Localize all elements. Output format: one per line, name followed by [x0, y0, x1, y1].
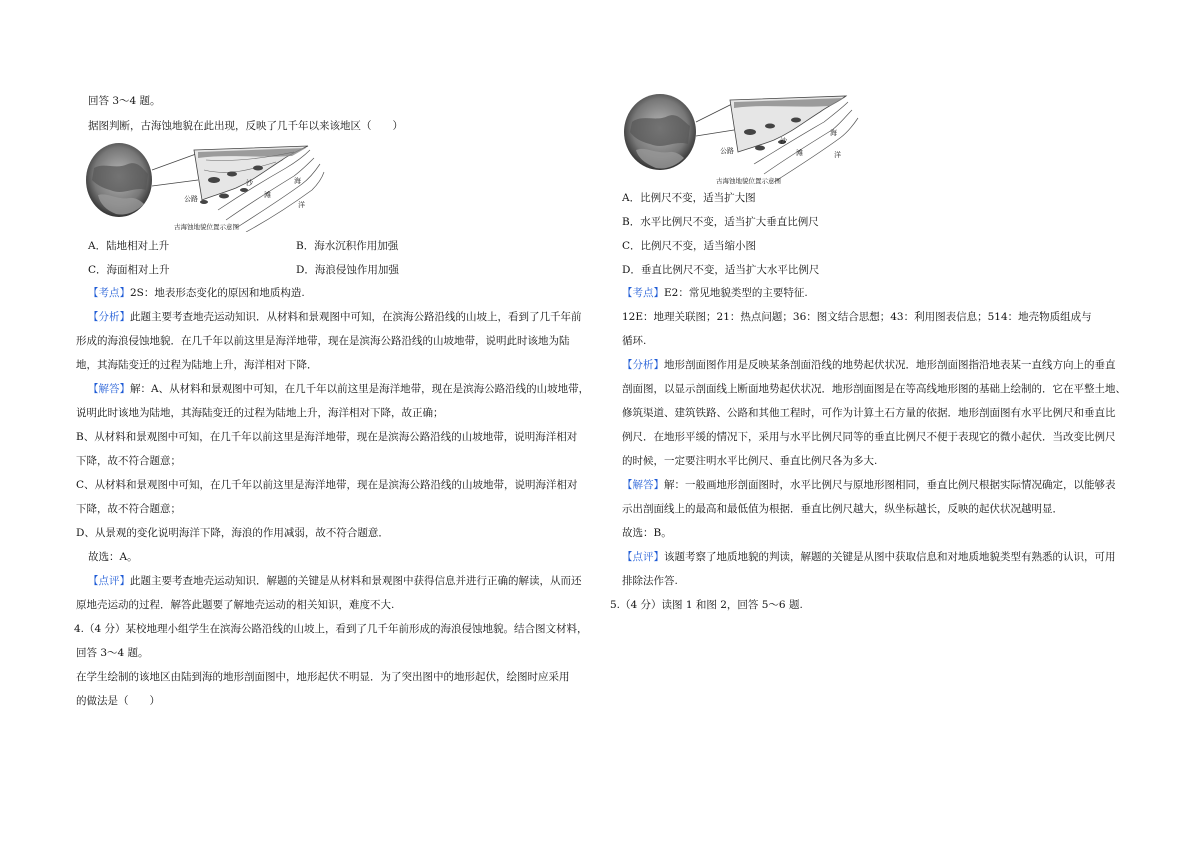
label-sand: 沙 [246, 179, 253, 187]
jieda-text-1-right: 解：一般画地形剖面图时，水平比例尺与原地形图相同，垂直比例尺根据实际情况确定，以能够表 [664, 479, 1116, 491]
figure-caption-2: 古海蚀地貌位置示意图 [716, 177, 781, 185]
dianping-text-1-right: 该题考察了地质地貌的判读，解题的关键是从图中获取信息和对地质地貌类型有熟悉的认识，可用 [664, 551, 1116, 563]
jieda-text-1: 解：A、从材料和景观图中可知，在几千年以前这里是海洋地带，现在是滨海公路沿线的山坡地带， [130, 383, 590, 395]
kaodian-text: 2S：地表形态变化的原因和地质构造. [130, 287, 305, 299]
option-a: A．陆地相对上升 [88, 240, 170, 252]
fenxi-text-1-right: 地形剖面图作用是反映某条剖面沿线的地势起伏状况．地形剖面图指沿地表某一直线方向上的垂直 [664, 359, 1116, 371]
label-sea: 海 [294, 177, 301, 185]
coastal-erosion-figure-2 [624, 92, 864, 188]
option-d: D．海浪侵蚀作用加强 [296, 264, 399, 276]
fenxi-line-3-right: 修筑渠道、建筑铁路、公路和其他工程时，可作为计算土石方量的依据．地形剖面图有水平比例尺和垂直比 [622, 407, 1116, 419]
dianping-line-1 [88, 574, 582, 588]
jieda-line-6: 下降，故不符合题意； [76, 503, 181, 515]
fenxi-line-4-right: 例尺．在地形平缓的情况下，采用与水平比例尺同等的垂直比例尺不便于表现它的微小起伏．当改变比例尺 [622, 431, 1116, 443]
jieda-line-3: B、从材料和景观图中可知，在几千年以前这里是海洋地带，现在是滨海公路沿线的山坡地带，说明海洋相对 [76, 431, 578, 443]
jieda-tag: 【解答】 [88, 383, 130, 395]
fenxi-line-2-right: 剖面图，以显示剖面线上断面地势起伏状况．地形剖面图是在等高线地形图的基础上绘制的．它在平整土地、 [622, 383, 1126, 395]
label-road-2: 公路 [720, 147, 734, 155]
question-3-stem: 据图判断，古海蚀地貌在此出现，反映了几千年以来该地区（ ） [88, 120, 403, 132]
jieda-answer: 故选：A。 [88, 551, 138, 563]
label-ocean: 洋 [298, 201, 305, 209]
jieda-line-2: 说明此时该地为陆地，其海陆变迁的过程为陆地上升，海洋相对下降，故正确； [76, 407, 444, 419]
coastal-erosion-figure [86, 140, 326, 232]
dianping-tag-right: 【点评】 [622, 551, 664, 563]
jieda-line-5: C、从材料和景观图中可知，在几千年以前这里是海洋地带，现在是滨海公路沿线的山坡地带，说明海洋相对 [76, 479, 578, 491]
label-ocean-2: 洋 [834, 151, 841, 159]
jieda-line-4: 下降，故不符合题意； [76, 455, 181, 467]
kaodian-text-right: E2：常见地貌类型的主要特征. [664, 287, 808, 299]
fenxi-line-5-right: 的时候，一定要注明水平比例尺、垂直比例尺各为多大. [622, 455, 878, 467]
option-c-right: C．比例尺不变，适当缩小图 [622, 240, 757, 252]
question-4-line-3: 在学生绘制的该地区由陆到海的地形剖面图中，地形起伏不明显．为了突出图中的地形起伏，绘图时应采用 [76, 671, 570, 683]
fenxi-line-1 [88, 310, 582, 324]
fenxi-line-3: 地，其海陆变迁的过程为陆地上升，海洋相对下降． [76, 359, 318, 371]
zhuanti-line-2: 循环. [622, 335, 647, 347]
jieda-answer-right: 故选：B。 [622, 527, 672, 539]
option-b-right: B．水平比例尺不变，适当扩大垂直比例尺 [622, 216, 819, 228]
label-road: 公路 [184, 195, 198, 203]
label-sand-2: 沙 [780, 137, 787, 145]
fenxi-tag: 【分析】 [88, 311, 130, 323]
option-d-right: D．垂直比例尺不变，适当扩大水平比例尺 [622, 264, 820, 276]
label-beach-2: 滩 [796, 149, 803, 157]
jieda-line-1 [88, 382, 589, 396]
kaodian-line-right [622, 286, 808, 300]
question-4-line-1: 4.（4 分）某校地理小组学生在滨海公路沿线的山坡上，看到了几千年前形成的海浪侵蚀地貌。结合图文材料， [74, 623, 588, 635]
intro-line: 回答 3～4 题。 [88, 95, 161, 107]
question-5-line: 5.（4 分）读图 1 和图 2，回答 5～6 题. [610, 599, 803, 611]
coastal-map-illustration-2 [624, 92, 864, 188]
question-4-line-2: 回答 3～4 题。 [76, 647, 149, 659]
option-b: B．海水沉积作用加强 [296, 240, 399, 252]
jieda-line-1-right [622, 478, 1116, 492]
figure-caption: 古海蚀地貌位置示意图 [174, 223, 239, 231]
kaodian-tag: 【考点】 [88, 287, 130, 299]
jieda-line-7: D、从景观的变化说明海洋下降，海浪的作用减弱，故不符合题意． [76, 527, 389, 539]
dianping-text-1: 此题主要考查地壳运动知识．解题的关键是从材料和景观图中获得信息并进行正确的解读，从而还 [130, 575, 582, 587]
kaodian-line [88, 286, 305, 300]
kaodian-tag-right: 【考点】 [622, 287, 664, 299]
dianping-tag: 【点评】 [88, 575, 130, 587]
jieda-tag-right: 【解答】 [622, 479, 664, 491]
dianping-line-1-right [622, 550, 1116, 564]
option-a-right: A．比例尺不变，适当扩大图 [622, 192, 756, 204]
zhuanti-line-1: 12E：地理关联图；21：热点问题；36：图文结合思想；43：利用图表信息；514：地壳物质组成与 [622, 311, 1092, 323]
dianping-line-2-right: 排除法作答. [622, 575, 678, 587]
dianping-line-2: 原地壳运动的过程．解答此题要了解地壳运动的相关知识，难度不大. [76, 599, 395, 611]
fenxi-text-1: 此题主要考查地壳运动知识．从材料和景观图中可知，在滨海公路沿线的山坡上，看到了几千年前 [130, 311, 582, 323]
label-beach: 滩 [264, 191, 271, 199]
jieda-line-2-right: 示出剖面线上的最高和最低值为根据．垂直比例尺越大，纵坐标越长，反映的起伏状况越明显． [622, 503, 1063, 515]
question-4-line-4: 的做法是（ ） [76, 695, 160, 707]
option-c: C．海面相对上升 [88, 264, 170, 276]
fenxi-line-2: 形成的海浪侵蚀地貌．在几千年以前这里是海洋地带，现在是滨海公路沿线的山坡地带，说明此时该地为陆 [76, 335, 570, 347]
label-sea-2: 海 [830, 129, 837, 137]
fenxi-line-1-right [622, 358, 1116, 372]
fenxi-tag-right: 【分析】 [622, 359, 664, 371]
coastal-map-illustration [86, 140, 326, 232]
